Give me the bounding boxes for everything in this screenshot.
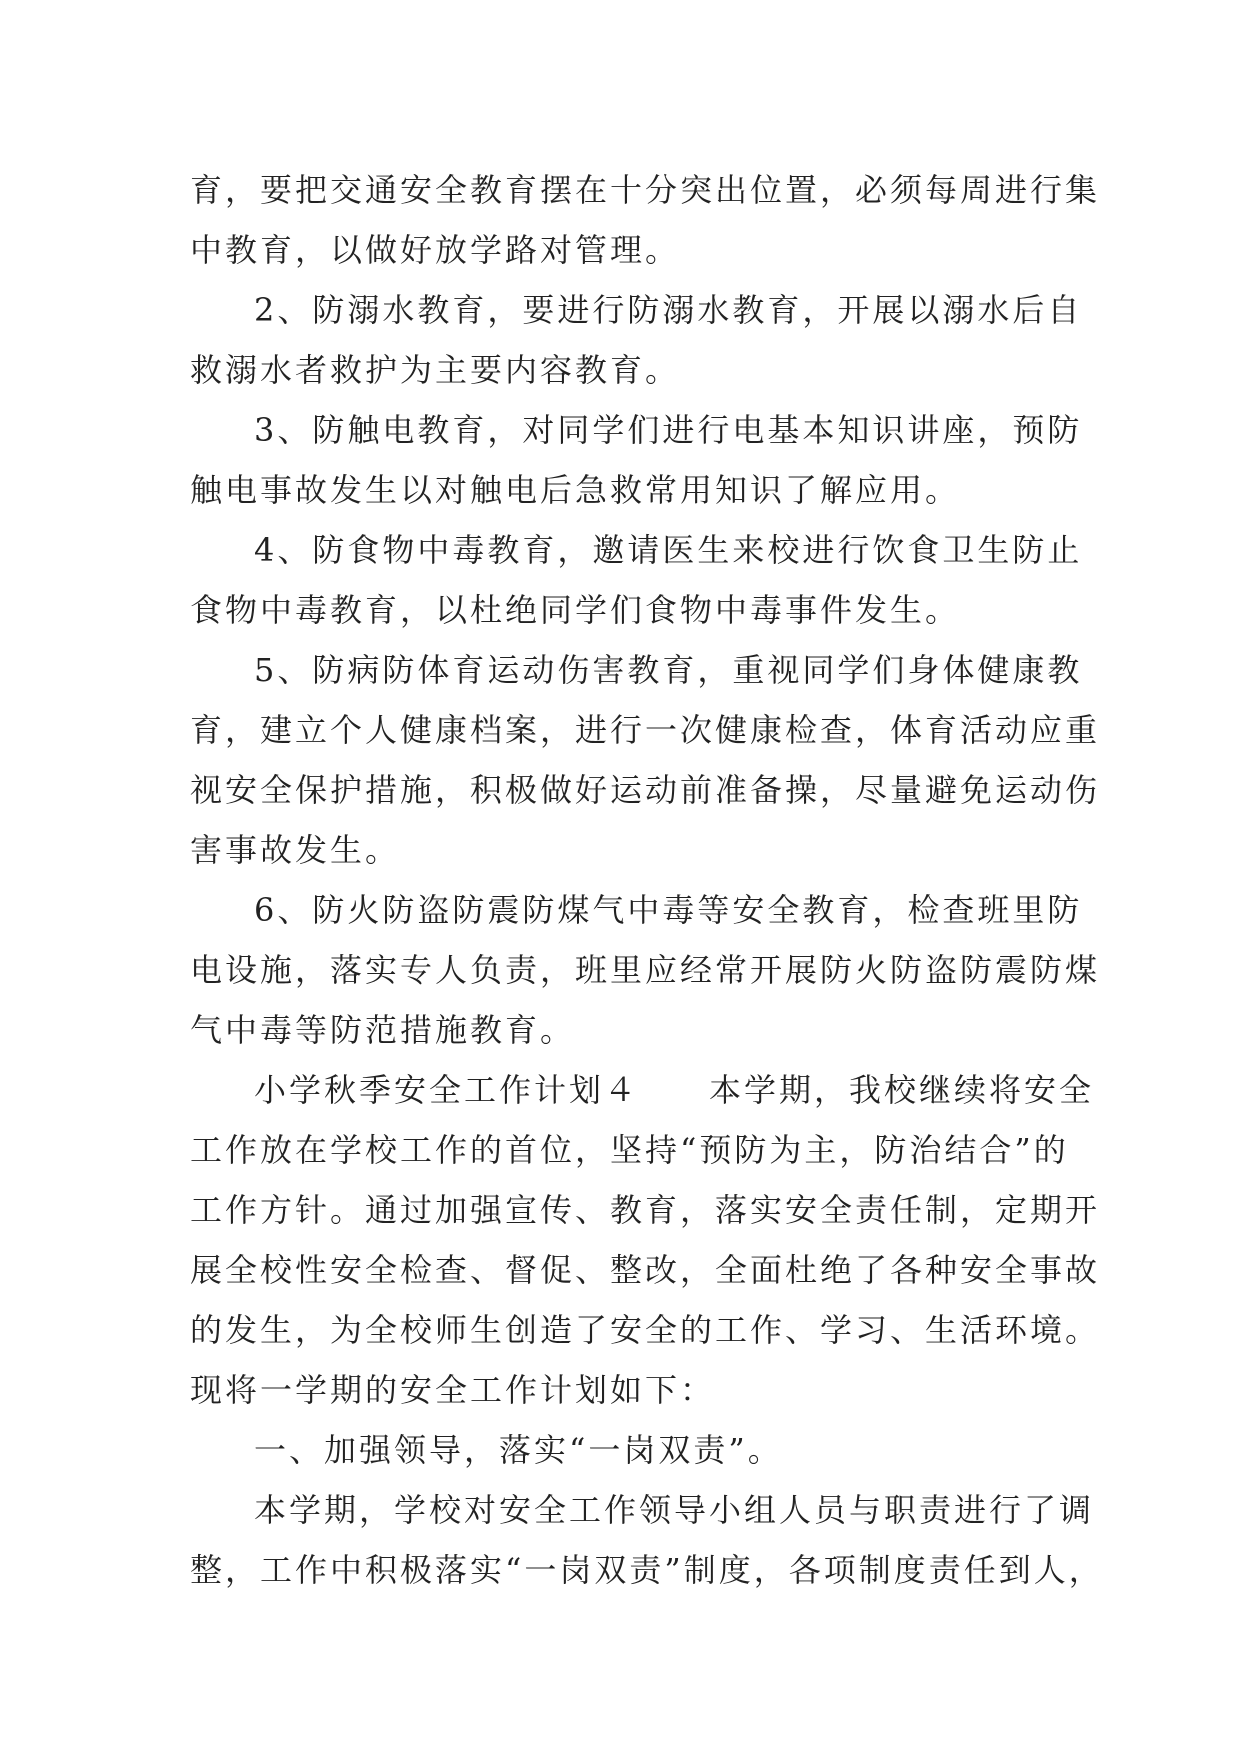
text-line: 5、防病防体育运动伤害教育，重视同学们身体健康教 xyxy=(254,651,1083,689)
text-line: 触电事故发生以对触电后急救常用知识了解应用。 xyxy=(190,471,961,509)
text-line: 电设施，落实专人负责，班里应经常开展防火防盗防震防煤 xyxy=(190,951,1101,989)
text-line: 食物中毒教育，以杜绝同学们食物中毒事件发生。 xyxy=(190,591,961,629)
document-body xyxy=(190,160,1104,1600)
text-line: 2、防溺水教育，要进行防溺水教育，开展以溺水后自 xyxy=(254,291,1083,329)
text-line: 工作放在学校工作的首位，坚持“预防为主，防治结合”的 xyxy=(190,1131,1069,1169)
text-line: 整，工作中积极落实“一岗双责”制度，各项制度责任到人， xyxy=(190,1551,1104,1589)
text-line: 育，要把交通安全教育摆在十分突出位置，必须每周进行集 xyxy=(190,171,1101,209)
text-line: 害事故发生。 xyxy=(190,831,401,869)
text-line: 3、防触电教育，对同学们进行电基本知识讲座，预防 xyxy=(254,411,1083,449)
text-line: 的发生，为全校师生创造了安全的工作、学习、生活环境。 xyxy=(190,1311,1101,1349)
text-line: 本学期，学校对安全工作领导小组人员与职责进行了调 xyxy=(254,1491,1095,1529)
heading-line: 一、加强领导，落实“一岗双责”。 xyxy=(254,1431,783,1469)
text-line: 救溺水者救护为主要内容教育。 xyxy=(190,351,681,389)
text-line: 展全校性安全检查、督促、整改，全面杜绝了各种安全事故 xyxy=(190,1251,1101,1289)
text-line: 4、防食物中毒教育，邀请医生来校进行饮食卫生防止 xyxy=(254,531,1083,569)
text-line: 视安全保护措施，积极做好运动前准备操，尽量避免运动伤 xyxy=(190,771,1101,809)
text-line: 气中毒等防范措施教育。 xyxy=(190,1011,576,1049)
text-line: 工作方针。通过加强宣传、教育，落实安全责任制，定期开 xyxy=(190,1191,1101,1229)
text-line: 中教育，以做好放学路对管理。 xyxy=(190,231,681,269)
text-line: 6、防火防盗防震防煤气中毒等安全教育，检查班里防 xyxy=(254,891,1083,929)
section-title-line: 小学秋季安全工作计划４ 本学期，我校继续将安全 xyxy=(254,1071,1095,1109)
text-line: 现将一学期的安全工作计划如下： xyxy=(190,1371,716,1409)
text-line: 育，建立个人健康档案，进行一次健康检查，体育活动应重 xyxy=(190,711,1101,749)
